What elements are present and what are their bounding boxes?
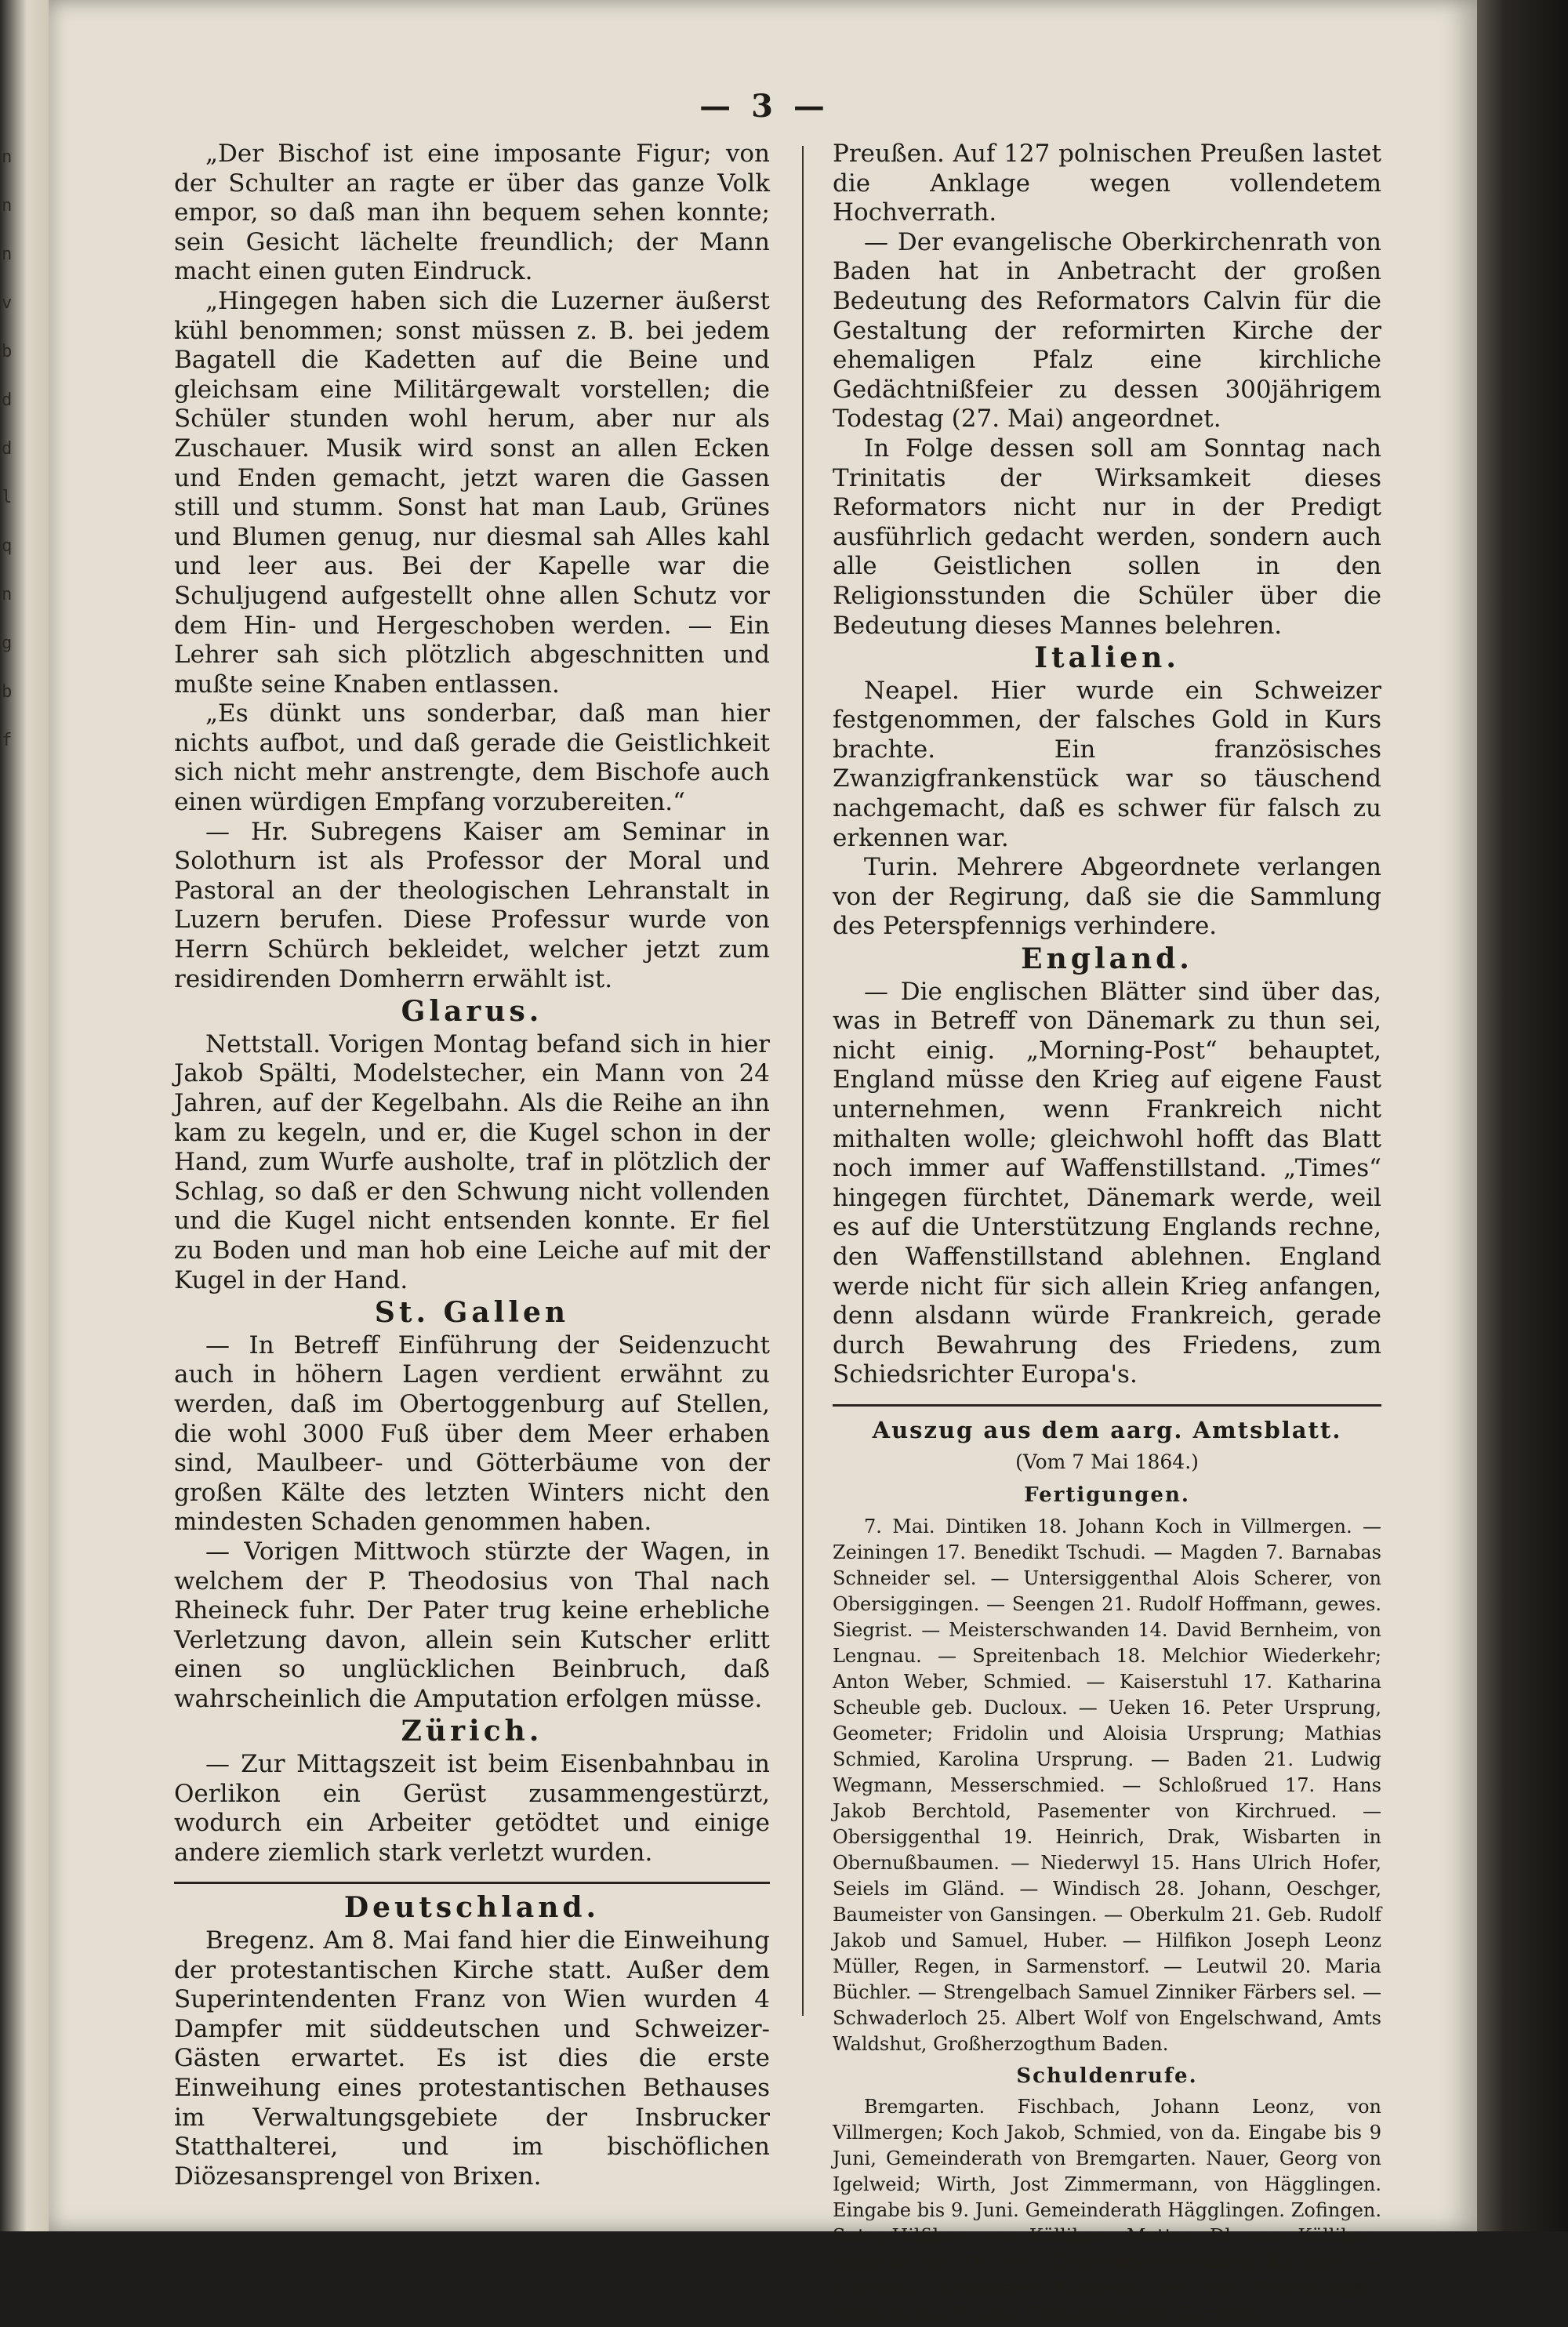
section-heading-zuerich: Zürich.	[401, 1715, 543, 1748]
paragraph: Turin. Mehrere Abgeordnete verlangen von der Regirung, daß sie die Sammlung des Peterspfennigs verhindere.	[833, 853, 1381, 941]
left-page-edge	[0, 0, 49, 2231]
amtsblatt-date: (Vom 7 Mai 1864.)	[1015, 1450, 1199, 1473]
paragraph: Preußen. Auf 127 polnischen Preußen lastet die Anklage wegen vollendetem Hochverrath.	[833, 140, 1381, 227]
paragraph: — Der evangelische Oberkirchenrath von Baden hat in Anbetracht der großen Bedeutung des Reformators Calvin für die Gestaltung der reformirten Kirche der ehemaligen Pfalz eine kirchliche Gedächtnißfeier zu dessen 300jährigem Todestag (27. Mai) angeordnet.	[833, 227, 1381, 434]
paragraph: Nettstall. Vorigen Montag befand sich in hier Jakob Spälti, Modelstecher, ein Mann von 24 Jahren, auf der Kegelbahn. Als die Reihe an ihn kam zu kegeln, und er, die Kugel schon in der Hand, zum Wurfe ausholte, traf in plötzlich der Schlag, so daß er den Schwung nicht vollenden und die Kugel nicht entsenden konnte. Er fiel zu Boden und man hob eine Leiche auf mit der Kugel in der Hand.	[174, 1029, 770, 1294]
left-column	[174, 140, 770, 2191]
section-heading-glarus: Glarus.	[401, 995, 543, 1029]
amtsblatt-title: Auszug aus dem aarg. Amtsblatt.	[872, 1416, 1342, 1443]
paragraph: — Zur Mittagszeit ist beim Eisenbahnbau in Oerlikon ein Gerüst zusammengestürzt, wodurch ein Arbeiter getödtet und einige andere ziemlich stark verletzt wurden.	[174, 1750, 770, 1867]
paragraph: Neapel. Hier wurde ein Schweizer festgenommen, der falsches Gold in Kurs brachte. Ein französisches Zwanzigfrankenstück war so täuschend nachgemacht, daß es schwer für falsch zu erkennen war.	[833, 676, 1381, 852]
paragraph: Bregenz. Am 8. Mai fand hier die Einweihung der protestantischen Kirche statt. Außer dem Superintendenten Franz von Wien wurden 4 Dampfer mit süddeutschen und Schweizer-Gästen erwartet. Es ist dies die erste Einweihung eines protestantischen Bethauses im Verwaltungsgebiete der Insbrucker Statthalterei, und im bischöflichen Diözesansprengel von Brixen.	[174, 1926, 770, 2191]
paragraph: In Folge dessen soll am Sonntag nach Trinitatis der Wirksamkeit dieses Reformators nicht nur in der Predigt ausführlich gedacht werden, sondern auch alle Geistlichen sollen in den Religionsstunden die Schüler über die Bedeutung dieses Mannes belehren.	[833, 434, 1381, 640]
fertigungen-text: 7. Mai. Dintiken 18. Johann Koch in Villmergen. — Zeiningen 17. Benedikt Tschudi. — Magden 7. Barnabas Schneider sel. — Untersiggenthal Alois Scherer, von Obersiggingen. — Seengen 21. Rudolf Hoffmann, gewes. Siegrist. — Meisterschwanden 14. David Bernheim, von Lengnau. — Spreitenbach 18. Melchior Wiederkehr; Anton Weber, Schmied. — Kaiserstuhl 17. Katharina Scheuble geb. Ducloux. — Ueken 16. Peter Ursprung, Geometer; Fridolin und Aloisia Ursprung; Mathias Schmied, Karolina Ursprung. — Baden 21. Ludwig Wegmann, Messerschmied. — Schloßrued 17. Hans Jakob Berchtold, Pasementer von Kirchrued. — Obersiggenthal 19. Heinrich, Drak, Wisbarten in Obernußbaumen. — Niederwyl 15. Hans Ulrich Hofer, Seiels im Gländ. — Windisch 28. Johann, Oeschger, Baumeister von Gansingen. — Oberkulm 21. Geb. Rudolf Jakob und Samuel, Huber. — Hilfikon Joseph Leonz Müller, Regen, in Sarmenstorf. — Leutwil 20. Maria Büchler. — Strengelbach Samuel Zinniker Färbers sel. — Schwaderloch 25. Albert Wolf von Engelschwand, Amts Waldshut, Großherzogthum Baden.	[833, 1515, 1381, 2055]
section-heading-italien: Italien.	[1034, 641, 1180, 675]
section-heading-england: England.	[1021, 942, 1193, 976]
page-number: — 3 —	[699, 88, 829, 125]
left-edge-fragments: nnnvbddlqngbf	[2, 147, 13, 750]
fertigungen-heading: Fertigungen.	[1024, 1483, 1190, 1508]
paragraph: — In Betreff Einführung der Seidenzucht auch in höhern Lagen verdient erwähnt zu werden, daß im Obertoggenburg auf Stellen, die wohl 3000 Fuß über dem Meer erhaben sind, Maulbeer- und Götterbäume von der großen Kälte des letzten Winters nicht den mindesten Schaden genommen haben.	[174, 1330, 770, 1537]
column-divider-rule	[174, 1882, 770, 1884]
paragraph: „Es dünkt uns sonderbar, daß man hier nichts aufbot, und daß gerade die Geistlichkeit sich nicht mehr anstrengte, dem Bischofe auch einen würdigen Empfang vorzubereiten.“	[174, 699, 770, 817]
paragraph: — Vorigen Mittwoch stürzte der Wagen, in welchem der P. Theodosius von Thal nach Rheineck fuhr. Der Pater trug keine erhebliche Verletzung davon, allein sein Kutscher erlitt einen so unglücklichen Beinbruch, daß wahrscheinlich die Amputation erfolgen müsse.	[174, 1537, 770, 1713]
paragraph: „Hingegen haben sich die Luzerner äußerst kühl benommen; sonst müssen z. B. bei jedem Bagatell die Kadetten auf die Beine und gleichsam eine Militärgewalt vorstellen; die Schüler stunden wohl herum, aber nur als Zuschauer. Musik wird sonst an allen Ecken und Enden gemacht, jetzt waren die Gassen still und stumm. Sonst hat man Laub, Grünes und Blumen genug, nur diesmal sah Alles kahl und leer aus. Bei der Kapelle war die Schuljugend aufgestellt ohne allen Schutz vor dem Hin- und Hergeschoben werden. — Ein Lehrer sah sich plötzlich abgeschnitten und mußte seine Knaben entlassen.	[174, 286, 770, 699]
paragraph: — Die englischen Blätter sind über das, was in Betreff von Dänemark zu thun sei, nicht einig. „Morning-Post“ behauptet, England müsse den Krieg auf eigene Faust unternehmen, wenn Frankreich nicht mithalten wolle; gleichwohl hofft das Blatt noch immer auf Waffenstillstand. „Times“ hingegen fürchtet, Dänemark werde, weil es auf die Unterstützung Englands rechne, den Waffenstillstand ablehnen. England werde nicht für sich allein Krieg anfangen, denn alsdann würde Frankreich, gerade durch Bewahrung des Friedens, zum Schiedsrichter Europa's.	[833, 977, 1381, 1389]
section-heading-st-gallen: St. Gallen	[374, 1296, 570, 1330]
section-divider-rule	[833, 1404, 1381, 1407]
column-separator	[802, 146, 804, 2016]
right-column	[833, 140, 1381, 2327]
newspaper-page	[49, 0, 1477, 2325]
paragraph: „Der Bischof ist eine imposante Figur; von der Schulter an ragte er über das ganze Volk empor, so daß man ihn bequem sehen konnte; sein Gesicht lächelte freundlich; der Mann macht einen guten Eindruck.	[174, 140, 770, 286]
schuldenrufe-heading: Schuldenrufe.	[1016, 2064, 1198, 2088]
paragraph: — Hr. Subregens Kaiser am Seminar in Solothurn ist als Professor der Moral und Pastoral an der theologischen Lehranstalt in Luzern berufen. Diese Professur wurde von Herrn Schürch bekleidet, welcher jetzt zum residirenden Domherrn erwählt ist.	[174, 817, 770, 993]
section-heading-deutschland: Deutschland.	[343, 1891, 601, 1925]
schuldenrufe-text: Bremgarten. Fischbach, Johann Leonz, von Villmergen; Koch Jakob, Schmied, von da. Eingabe bis 9 Juni, Gemeinderath von Bremgarten. Nauer, Georg von Igelweid; Wirth, Jost Zimmermann, von Hägglingen. Eingabe bis 9. Juni. Gemeinderath Hägglingen. Zofingen. Suter-Hilfiker, von Kölliken; Matter. Dl. von Kölliken. Eingabe bis 18 Juni. Gemeindeschreiberei Kölliken. — Zurzach. Birchmeier, Klemens, sel. von Würenlingen. Eingabe bis 9. Juni, Gerichtskanzlei Zurzach.	[833, 2096, 1381, 2325]
right-page-edge	[1477, 0, 1568, 2231]
